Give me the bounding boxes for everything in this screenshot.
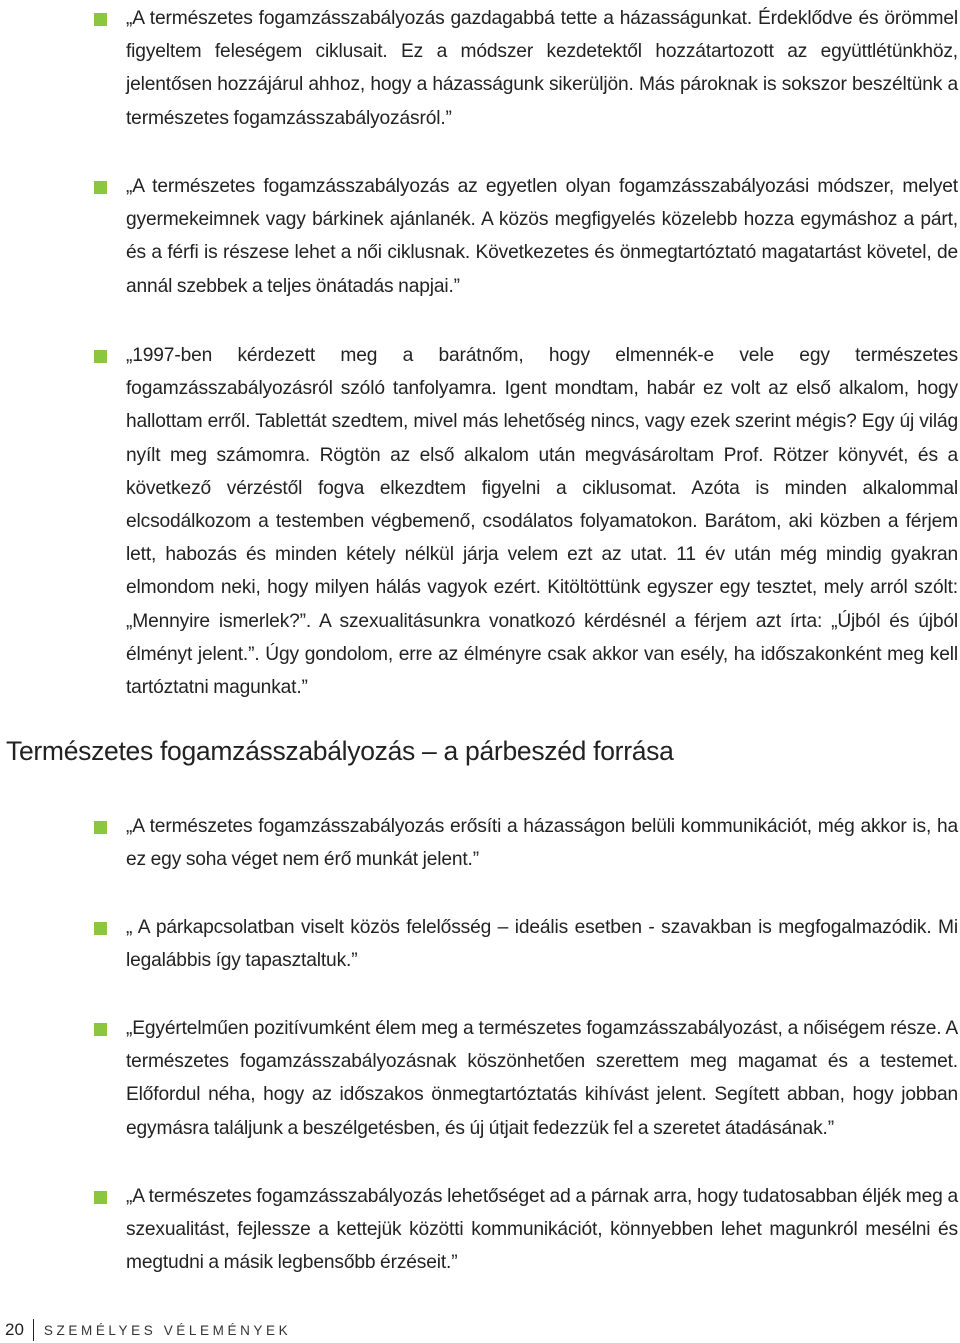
testimonial-text: „Egyértelműen pozitívumként élem meg a természetes fogamzásszabályozást, a nőiségem része. A természetes fogamzásszabályozásnak köszönhetően szerettem meg magamat és a testemet. Előfordul néha, hogy az időszakos önmegtartóztatás kihívást jelent. Segített abban, hogy jobban egymásra találjunk a beszélgetésben, és új útjait fedezzük fel a szeretet átadásának.” — [126, 1018, 958, 1139]
testimonial-text: „1997-ben kérdezett meg a barátnőm, hogy elmennék-e vele egy természetes fogamzásszabályozásról szóló tanfolyamra. Igent mondtam, habár ez volt az első alkalom, hogy hallottam erről. Tablettát szedtem, mivel más lehetőség nincs, vagy ezek szerint mégis? Egy új világ nyílt meg számomra. Rögtön az első alkalom után megvásároltam Prof. Rötzer könyvét, és a következő vérzéstől fogva elkezdtem figyelni a ciklusomat. Azóta is minden alkalommal elcsodálkozom a testemben végbemenő, csodálatos folyamatokon. Barátom, aki közben a férjem lett, habozás és minden kétely nélkül járja velem ezt az utat. 11 év után még mindig gyakran elmondom neki, hogy milyen hálás vagyok ezért. Kitöltöttünk egyszer egy tesztet, mely arról szólt: „Mennyire ismerlek?”. A szexualitásunkra vonatkozó kérdésnél a férjem azt írta: „Újból és újból élményt jelent.”. Úgy gondolom, erre az élményre csak akkor van esély, ha időszakonként meg kell tartóztatni magunkat.” — [126, 345, 958, 699]
testimonial-text: „A természetes fogamzásszabályozás gazdagabbá tette a házasságunkat. Érdeklődve és örömmel figyeltem feleségem ciklusait. Ez a módszer kezdetektől hozzátartozott az együttlétünkhöz, jelentősen hozzájárul ahhoz, hogy a házasságunk sikerüljön. Más pároknak is sokszor beszéltünk a természetes fogamzásszabályozásról.” — [126, 8, 958, 129]
testimonial-text: „A természetes fogamzásszabályozás az egyetlen olyan fogamzásszabályozási módszer, melyet gyermekeimnek vagy bárkinek ajánlanék. A közös megfigyelés közelebb hozza egymáshoz a párt, és a férfi is részese lehet a női ciklusnak. Következetes és önmegtartóztató magatartást követel, de annál szebbek a teljes önátadás napjai.” — [126, 176, 958, 297]
green-square-bullet-icon — [94, 1023, 107, 1036]
footer-divider — [33, 1319, 34, 1341]
green-square-bullet-icon — [94, 350, 107, 363]
testimonial-item — [94, 1180, 958, 1280]
green-square-bullet-icon — [94, 1191, 107, 1204]
green-square-bullet-icon — [94, 13, 107, 26]
footer-section-title: SZEMÉLYES VÉLEMÉNYEK — [43, 1322, 292, 1338]
section-heading: Természetes fogamzásszabályozás – a párbeszéd forrása — [6, 736, 674, 766]
green-square-bullet-icon — [94, 922, 107, 935]
page-number: 20 — [5, 1320, 24, 1339]
green-square-bullet-icon — [94, 181, 107, 194]
testimonial-item — [94, 339, 958, 704]
testimonial-item — [94, 170, 958, 303]
page-footer — [5, 1318, 291, 1342]
green-square-bullet-icon — [94, 821, 107, 834]
testimonial-text: „A természetes fogamzásszabályozás lehetőséget ad a párnak arra, hogy tudatosabban éljék meg a szexualitást, fejlessze a kettejük közötti kommunikációt, könnyebben lehet magunkról mesélni és megtudni a másik legbensőbb érzéseit.” — [126, 1186, 958, 1274]
testimonial-item — [94, 1012, 958, 1145]
testimonial-text: „A természetes fogamzásszabályozás erősíti a házasságon belüli kommunikációt, még akkor is, ha ez egy soha véget nem érő munkát jelent.” — [126, 816, 958, 871]
testimonial-item — [94, 911, 958, 977]
testimonial-item — [94, 810, 958, 876]
testimonial-text: „ A párkapcsolatban viselt közös felelősség – ideális esetben - szavakban is megfogalmazódik. Mi legalábbis így tapasztaltuk.” — [126, 917, 958, 972]
testimonial-item — [94, 2, 958, 135]
